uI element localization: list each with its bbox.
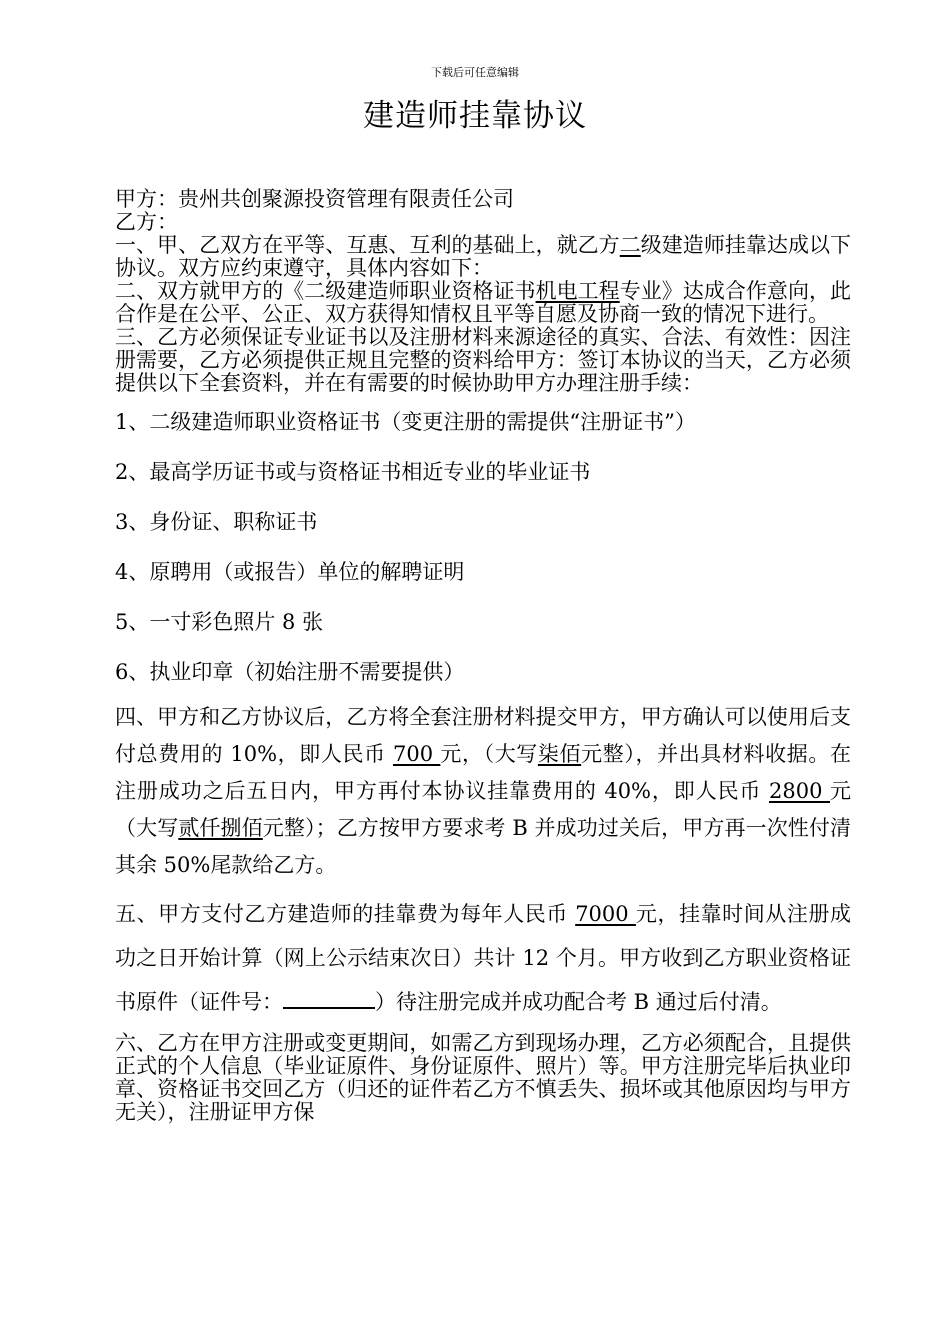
clause-4-text: 元，（大写 [440,742,538,766]
list-item: 6、执业印章（初始注册不需要提供） [115,660,465,684]
clause-4-text-end: 元整）；乙方按甲方要求考 B 并成功过关后，甲方再一次性付清其余 50%尾款给乙方。 [115,816,852,877]
list-item: 4、原聘用（或报告）单位的解聘证明 [115,560,465,584]
list-item: 3、身份证、职称证书 [115,510,318,534]
second-payment-words: 贰仟捌佰 [178,816,263,840]
clause-4-text: 元（大写 [115,779,852,840]
clause-6: 六、乙方在甲方注册或变更期间，如需乙方到现场办理，乙方必须配合，且提供正式的个人信息（毕业证原件、身份证原件、照片）等。甲方注册完毕后执业印章、资格证书交回乙方（归还的证件若乙方不慎丢失、损坏或其他原因均与甲方无关），注册证甲方保 [115,1031,851,1124]
clause-2 [115,280,851,326]
clause-1 [115,234,851,280]
clause-1-grade: 二 [619,233,641,257]
clause-5 [115,892,851,1024]
clause-3: 三、乙方必须保证专业证书以及注册材料来源途径的真实、合法、有效性：因注册需要，乙方必须提供正规且完整的资料给甲方：签订本协议的当天，乙方必须提供以下全套资料，并在有需要的时候协助甲方办理注册手续： [115,325,851,395]
clause-5-text: 元，挂靠时间从注册成功之日开始计算（网上公示结束次日）共计 12 个月。甲方收到乙方职业资格证书原件（证件号： [115,902,851,1014]
first-payment-amount: 700 [392,742,441,766]
certificate-number-blank [283,989,375,1009]
clause-5-text: 五、甲方支付乙方建造师的挂靠费为每年人民币 [115,902,576,926]
list-item: 2、最高学历证书或与资格证书相近专业的毕业证书 [115,460,591,484]
document-title: 建造师挂靠协议 [363,98,587,134]
first-payment-words: 柒佰 [537,742,582,766]
clause-2-major: 机电工程 [535,279,620,303]
list-item: 1、二级建造师职业资格证书（变更注册的需提供“注册证书”） [115,410,696,434]
clause-4-text: 四、甲方和乙方协议后，乙方将全套注册材料提交甲方，甲方确认可以使用后支付总费用的 10%，即人民币 [115,705,851,766]
document-body [115,188,851,1124]
clause-2-text: 二、双方就甲方的《二级建造师职业资格证书 [115,279,536,303]
party-b: 乙方： [115,210,178,234]
clause-2-text-end: 专业》达成合作意向，此合作是在公平、公正、双方获得知情权且平等自愿及协商一致的情况下进行。 [115,279,852,326]
clause-1-text-end: 级建造师挂靠达成以下协议。双方应约束遵守，具体内容如下： [115,233,852,280]
annual-fee-amount: 7000 [575,902,636,926]
party-a: 甲方：贵州共创聚源投资管理有限责任公司 [115,187,514,211]
list-item: 5、一寸彩色照片 8 张 [115,610,324,634]
second-payment-amount: 2800 [768,779,831,803]
clause-4 [115,699,851,884]
header-note: 下载后可任意编辑 [431,66,519,79]
clause-5-text-end: ）待注册完成并成功配合考 B 通过后付清。 [375,990,782,1014]
clause-4-text: 元整），并出具材料收据。在注册成功之后五日内，甲方再付本协议挂靠费用的 40%，即人民币 [115,742,852,803]
clause-1-text: 一、甲、乙双方在平等、互惠、互利的基础上，就乙方 [115,233,620,257]
